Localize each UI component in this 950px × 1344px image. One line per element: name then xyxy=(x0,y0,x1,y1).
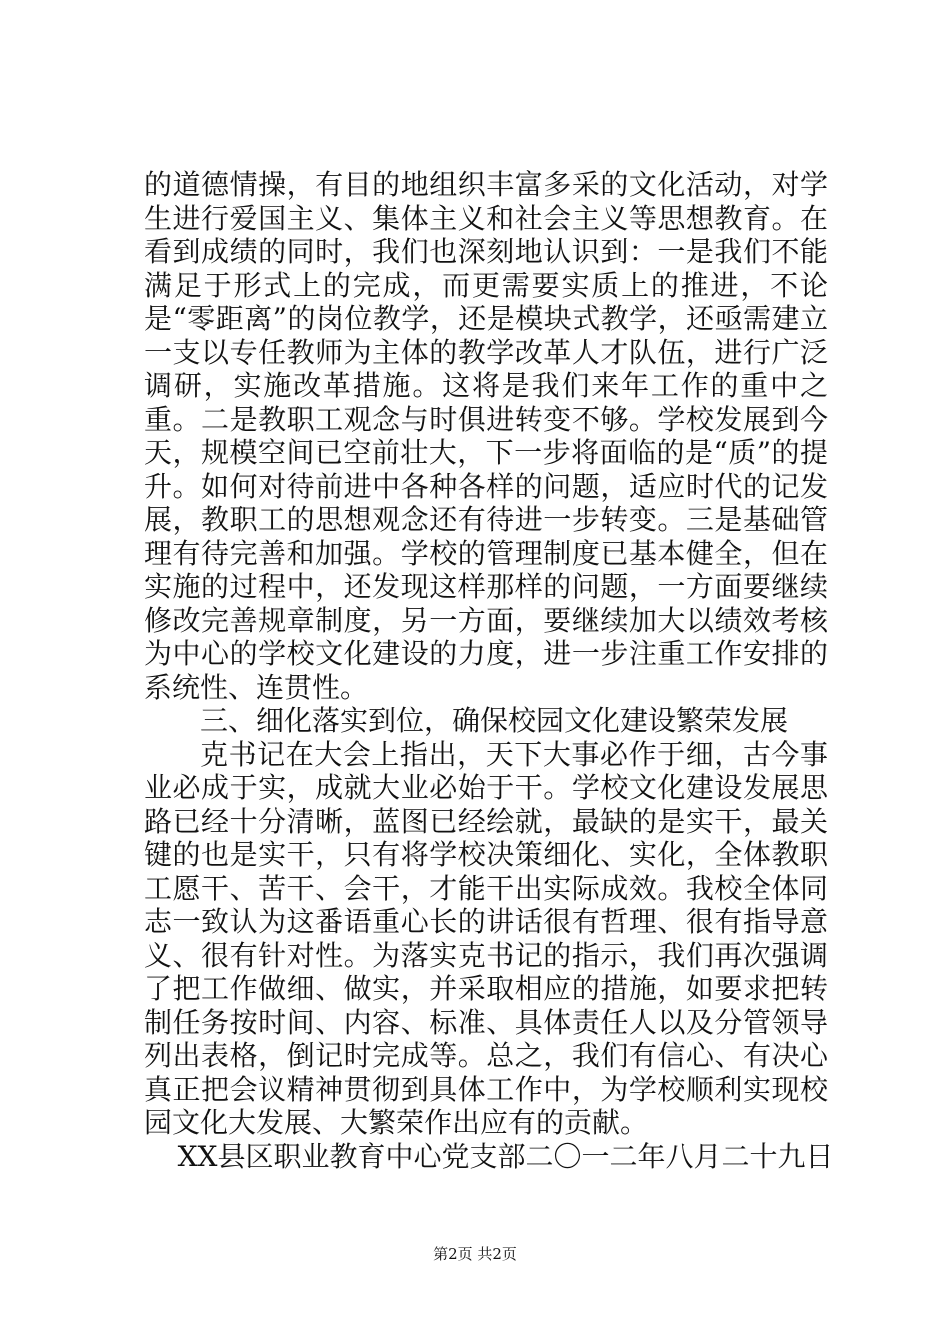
signature-line: XX县区职业教育中心党支部二〇一二年八月二十九日 xyxy=(177,1139,834,1173)
section-heading: 三、细化落实到位，确保校园文化建设繁荣发展 xyxy=(200,704,789,737)
paragraph-continuation: 的道德情操，有目的地组织丰富多采的文化活动，对学生进行爱国主义、集体主义和社会主义等思想教育。在看到成绩的同时，我们也深刻地认识到：一是我们不能满足于形式上的完成，而更需要实质上的推进，不论是“零距离”的岗位教学，还是模块式教学，还亟需建立一支以专任教师为主体的教学改革人才队伍，进行广泛调研，实施改革措施。这将是我们来年工作的重中之重。二是教职工观念与时俱进转变不够。学校发展到今天，规模空间已空前壮大，下一步将面临的是“质”的提升。如何对待前进中各种各样的问题，适应时代的记发展，教职工的思想观念还有待进一步转变。三是基础管理有待完善和加强。学校的管理制度已基本健全，但在实施的过程中，还发现这样那样的问题，一方面要继续修改完善规章制度，另一方面，要继续加大以绩效考核为中心的学校文化建设的力度，进一步注重工作安排的系统性、连贯性。 xyxy=(144,168,828,704)
paragraph-body: 克书记在大会上指出，天下大事必作于细，古今事业必成于实，成就大业必始于干。学校文化建设发展思路已经十分清晰，蓝图已经绘就，最缺的是实干，最关键的也是实干，只有将学校决策细化、实化，全体教职工愿干、苦干、会干，才能干出实际成效。我校全体同志一致认为这番语重心长的讲话很有哲理、很有指导意义、很有针对性。为落实克书记的指示，我们再次强调了把工作做细、做实，并采取相应的措施，如要求把转制任务按时间、内容、标准、具体责任人以及分管领导列出表格，倒记时完成等。总之，我们有信心、有决心真正把会议精神贯彻到具体工作中，为学校顺利实现校园文化大发展、大繁荣作出应有的贡献。 xyxy=(144,737,828,1139)
document-body xyxy=(144,168,834,1173)
page-footer: 第2页 共2页 xyxy=(433,1245,517,1263)
